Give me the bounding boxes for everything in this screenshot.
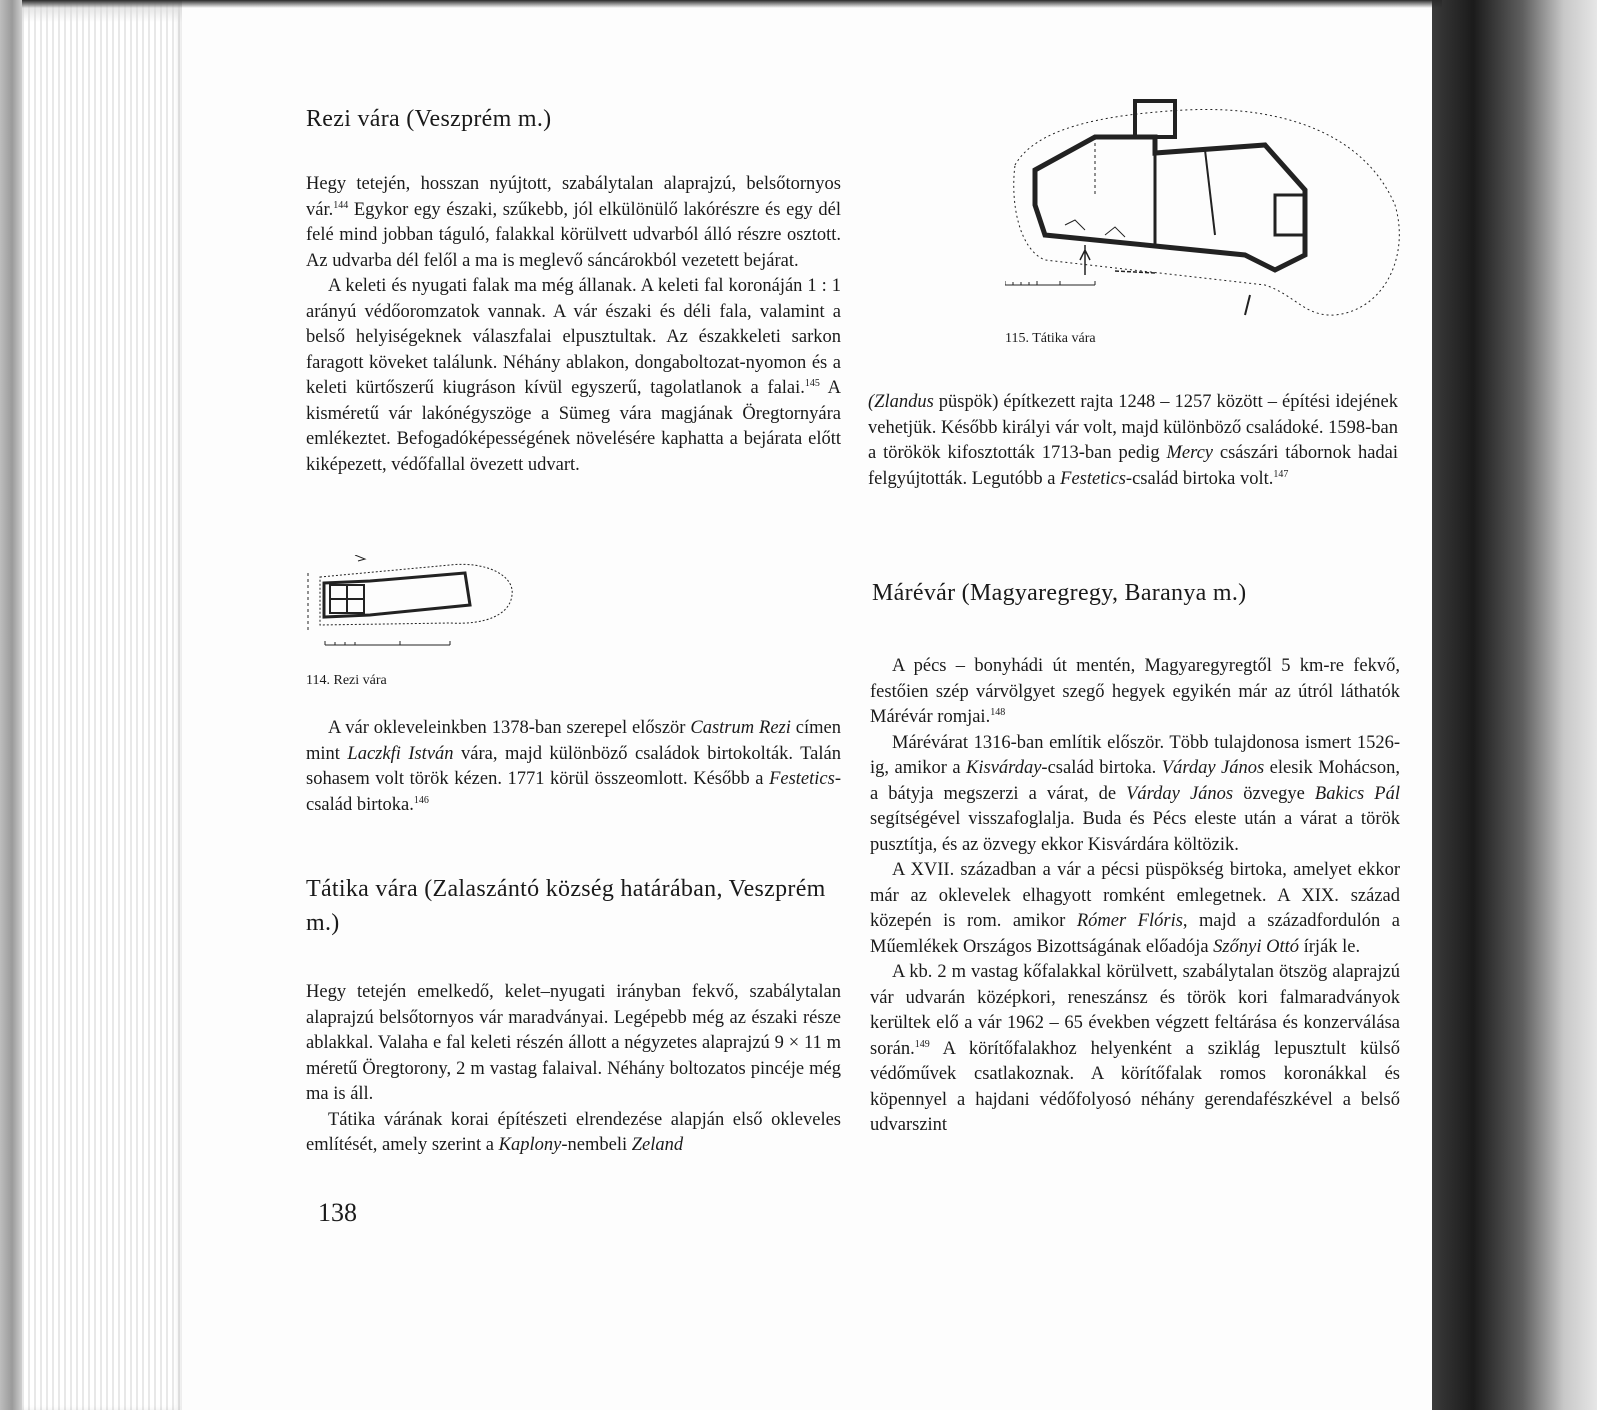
heading-tatika: Tátika vára (Zalaszántó község határában, Veszprém m.) bbox=[306, 876, 826, 936]
rezi-castle-plan bbox=[300, 555, 530, 665]
tatika-continuation bbox=[868, 390, 1398, 492]
marevar-paragraph-1: A pécs – bonyhádi út mentén, Magyaregyregtől 5 km-re fekvő, festőien szép várvölgyet szegő hegyek egyikén már az útról láthatók Márévár romjai.$^{148}$ bbox=[870, 656, 1400, 727]
rezi-paragraph-3: A vár okleveleinkben 1378-ban szerepel először Castrum Rezi címen mint Laczkfi István vára, majd különböző családok birtokolták. Talán sohasem volt török kézen. 1771 körül összeomlott. Később a Festetics-család birtoka.$^{146}$ bbox=[306, 718, 842, 815]
marevar-body bbox=[870, 654, 1400, 1139]
rezi-paragraph-2: A keleti és nyugati falak ma még állanak. A keleti fal koronáján 1 : 1 arányú védőoromzatok vannak. A vár északi és déli fala, valamint a belső helyiségeknek válaszfalai elpusztultak. Az északkeleti sarkon faragott köveket találunk. Néhány ablakon, dongaboltozat-nyomon és a keleti kürtőszerű kiugráson kívül egyszerű, tagolatlanok a falai.$^{145}$ A kisméretű vár lakónégyszöge a Sümeg vára magjának Öregtornyára emlékeztet. Befogadóképességének növelésére kaphatta a bejárata előtt kiképezett, védőfallal övezett udvart. bbox=[306, 276, 841, 475]
tatika-paragraph-3: (Zlandus püspök) építkezett rajta 1248 – 1257 között – építési idejének vehetjük. Később királyi vár volt, majd különböző családoké. 1598-ban a törökök kifosztották 1713-ban pedig Mercy császári tábornok hadai felgyújtották. Legutóbb a Festetics-család birtoka volt.$^{147}$ bbox=[868, 392, 1399, 489]
marevar-paragraph-3: A XVII. században a vár a pécsi püspökség birtoka, amelyet ekkor már az oklevelek elhagyott romként emlegetnek. A XIX. század közepén is rom. amikor Rómer Flóris, majd a századfordulón a Műemlékek Országos Bizottságának előadója Szőnyi Ottó írják le. bbox=[870, 860, 1400, 957]
page-number: 138 bbox=[318, 1198, 357, 1227]
tatika-castle-plan bbox=[1005, 95, 1410, 325]
marevar-paragraph-4: A kb. 2 m vastag kőfalakkal körülvett, szabálytalan ötszög alaprajzú vár udvarán középkori, reneszánsz és török kori falmaradványok kerültek elő a vár 1962 – 65 években végzett feltárása és konzerválása során.$^{149}$ A körítőfalakhoz helyenként a sziklág lepusztult külső védőművek csatlakoznak. A körítőfalak romos koronákkal és köpennyel a hajdani védőfolyosó néhány gerendafészkével a belső udvarszint bbox=[870, 962, 1400, 1135]
caption-115: 115. Tátika vára bbox=[1005, 331, 1096, 346]
top-shadow bbox=[22, 0, 1442, 8]
caption-114: 114. Rezi vára bbox=[306, 673, 387, 688]
rezi-paragraph-1: Hegy tetején, hosszan nyújtott, szabálytalan alaprajzú, belsőtornyos vár.$^{144}$ Egykor egy északi, szűkebb, jól elkülönülő lakórészre és egy dél felé mind jobban táguló, falakkal körülvett udvarból álló részre osztott. Az udvarba dél felől a ma is meglevő sáncárokból vezetett bejárat. bbox=[306, 174, 841, 271]
heading-marevar: Márévár (Magyaregregy, Baranya m.) bbox=[872, 580, 1247, 606]
marevar-paragraph-2: Márévárat 1316-ban említik először. Több tulajdonosa ismert 1526-ig, amikor a Kisvárday-család birtoka. Várday János elesik Mohácson, a bátyja megszerzi a várat, de Várday János özvegye Bakics Pál segítségével visszafoglalja. Buda és Pécs eleste után a várat a török pusztítja, és az özvegy ekkor Kisvárdára költözik. bbox=[870, 732, 1400, 855]
book-gutter bbox=[1432, 0, 1597, 1410]
book-binding bbox=[0, 0, 22, 1410]
page-edges bbox=[22, 0, 182, 1410]
heading-rezi: Rezi vára (Veszprém m.) bbox=[306, 106, 552, 132]
tatika-body bbox=[306, 980, 841, 1159]
tatika-paragraph-1: Hegy tetején emelkedő, kelet–nyugati irányban fekvő, szabálytalan alaprajzú belsőtornyos vár maradványai. Legépebb még az északi része ablakkal. Valaha e fal keleti részén állott a négyzetes alaprajzú 9 × 11 m méretű Öregtorony, 2 m vastag falaival. Néhány boltozatos pincéje még ma is áll. bbox=[306, 982, 841, 1104]
rezi-history bbox=[306, 716, 841, 818]
rezi-body bbox=[306, 172, 841, 478]
tatika-paragraph-2: Tátika várának korai építészeti elrendezése alapján első okleveles említését, amely szerint a Kaplony-nembeli Zeland bbox=[306, 1109, 841, 1155]
